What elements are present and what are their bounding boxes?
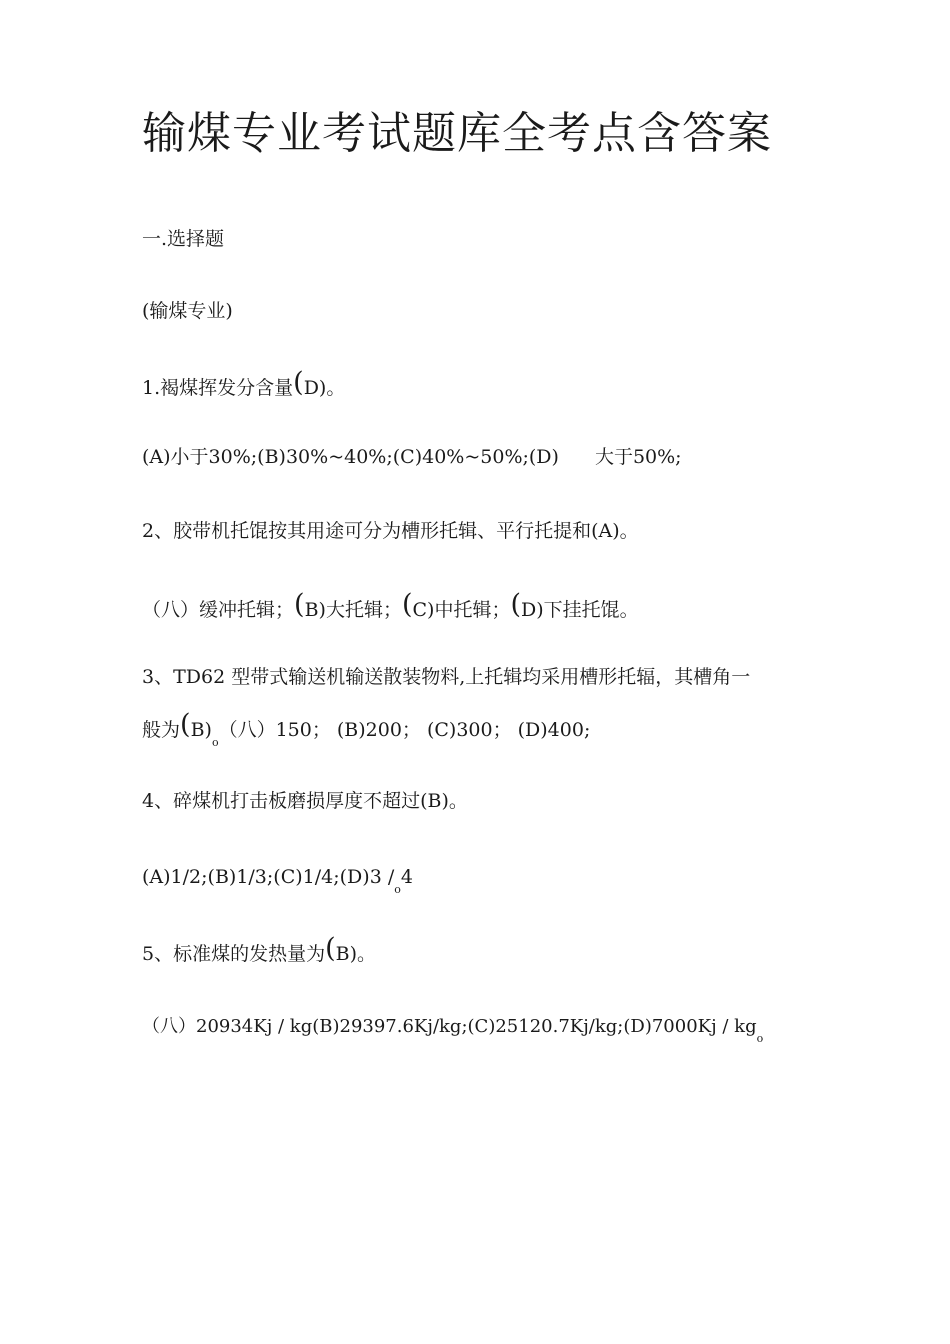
question-1-answer: D)。 [303, 377, 346, 399]
question-3-answer: B) [190, 719, 212, 741]
question-4-options-abc: (A)1/2;(B)1/3;(C)1/4; [142, 866, 340, 888]
question-4-option-d: (D)3 / [339, 866, 395, 888]
question-1-options-a: (A)小于30%;(B)30%~40%;(C)40%~50%;(D) [142, 446, 559, 468]
question-3-line-2 [142, 710, 590, 758]
question-2-option-b: B)大托辑； [304, 599, 402, 621]
question-1-paren: ( [293, 367, 304, 398]
question-2-options [142, 590, 639, 625]
question-3-line-1: 3、TD62 型带式输送机输送散装物料,上托辑均采用槽形托辐，其槽角一 [142, 666, 751, 688]
question-5-answer: B)。 [335, 943, 377, 965]
question-3-options: （八）150； (B)200； (C)300； (D)400; [218, 719, 591, 741]
question-3-prefix: 般为 [142, 719, 181, 741]
question-2-paren-d: ( [510, 589, 521, 620]
question-5 [142, 934, 376, 969]
question-5-options-abc: （八）20934Kj / kg(B)29397.6Kj/kg;(C)25120.7Kj/kg; [142, 1016, 624, 1037]
question-1 [142, 368, 345, 403]
question-5-options [142, 1012, 763, 1054]
question-3-sub-mark: o [211, 736, 219, 749]
document-title: 输煤专业考试题库全考点含答案 [142, 108, 772, 159]
question-1-options [142, 442, 682, 472]
question-1-options-b: 大于50%; [594, 446, 682, 468]
question-5-text: 5、标准煤的发热量为 [142, 943, 326, 965]
question-2-option-d: D)下挂托馄。 [521, 599, 639, 621]
question-3-paren: ( [180, 709, 191, 740]
question-4: 4、碎煤机打击板磨损厚度不超过(B)。 [142, 790, 468, 812]
question-4-options [142, 862, 413, 905]
question-4-sub-mark: o [394, 883, 401, 896]
subsection-label: (输煤专业) [142, 300, 233, 322]
question-5-sub-mark: o [756, 1032, 764, 1045]
question-2-paren-b: ( [294, 589, 305, 620]
question-2-option-a: （八）缓冲托辑； [142, 599, 295, 621]
question-2: 2、胶带机托馄按其用途可分为槽形托辑、平行托提和(A)。 [142, 520, 639, 542]
question-1-text: 1.褐煤挥发分含量 [142, 377, 294, 399]
question-4-option-tail: 4 [400, 866, 413, 888]
section-heading: 一.选择题 [142, 228, 225, 250]
question-5-paren: ( [325, 933, 336, 964]
question-2-option-c: C)中托辑； [412, 599, 511, 621]
question-2-paren-c: ( [401, 589, 413, 620]
question-5-option-d: (D)7000Kj / kg [623, 1016, 757, 1037]
